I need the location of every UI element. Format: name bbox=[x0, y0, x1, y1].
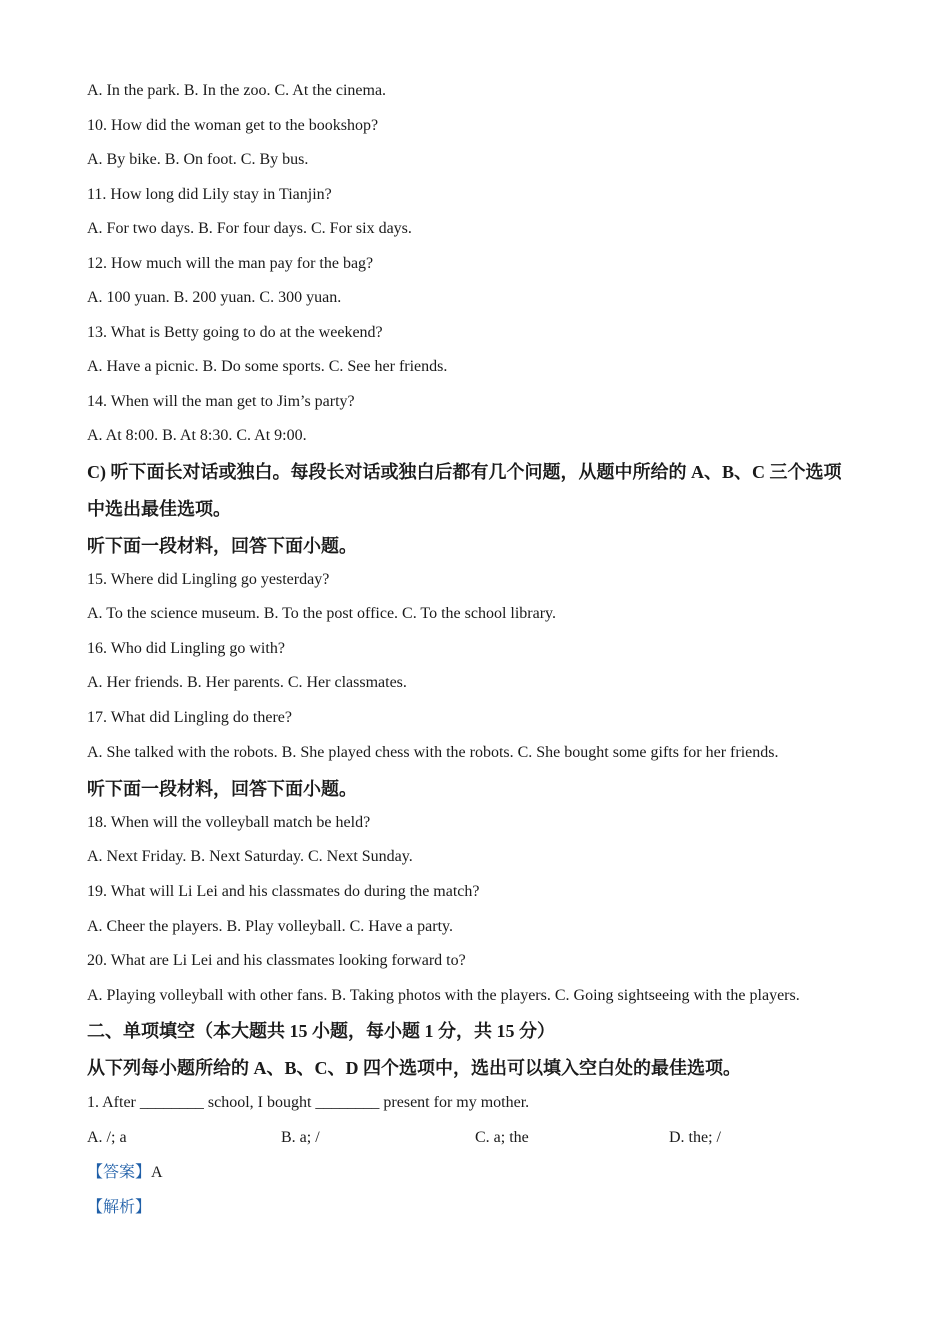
q17-options: A. She talked with the robots. B. She played chess with the robots. C. She bought some gifts for her friends. bbox=[87, 744, 779, 761]
answer-label: 【答案】 bbox=[87, 1164, 152, 1181]
analysis-line bbox=[87, 1198, 870, 1218]
q10-question: 10. How did the woman get to the bookshop? bbox=[87, 117, 379, 134]
q18-options: A. Next Friday. B. Next Saturday. C. Next Sunday. bbox=[87, 848, 413, 865]
q18-question: 18. When will the volleyball match be held? bbox=[87, 814, 371, 831]
q13-options: A. Have a picnic. B. Do some sports. C. See her friends. bbox=[87, 358, 448, 375]
q16-options: A. Her friends. B. Her parents. C. Her classmates. bbox=[87, 674, 407, 691]
q1-options bbox=[87, 1128, 870, 1148]
q10-options: A. By bike. B. On foot. C. By bus. bbox=[87, 151, 309, 168]
q1-option-c: C. a; the bbox=[475, 1129, 529, 1146]
q20-question: 20. What are Li Lei and his classmates looking forward to? bbox=[87, 952, 466, 969]
section-two-instruction: 从下列每小题所给的 A、B、C、D 四个选项中，选出可以填入空白处的最佳选项。 bbox=[87, 1058, 741, 1078]
q13-question: 13. What is Betty going to do at the weekend? bbox=[87, 324, 383, 341]
q20-options: A. Playing volleyball with other fans. B. Taking photos with the players. C. Going sightseeing with the players. bbox=[87, 987, 800, 1004]
q9-options: A. In the park. B. In the zoo. C. At the cinema. bbox=[87, 82, 387, 99]
q1-option-d: D. the; / bbox=[669, 1129, 721, 1146]
material-instruction: 听下面一段材料，回答下面小题。 bbox=[87, 779, 357, 799]
q1-option-a: A. /; a bbox=[87, 1129, 127, 1146]
analysis-label: 【解析】 bbox=[87, 1199, 152, 1216]
q14-question: 14. When will the man get to Jim’s party? bbox=[87, 393, 355, 410]
answer-line bbox=[87, 1163, 870, 1183]
q15-question: 15. Where did Lingling go yesterday? bbox=[87, 571, 330, 588]
q19-question: 19. What will Li Lei and his classmates do during the match? bbox=[87, 883, 480, 900]
material-instruction: 听下面一段材料，回答下面小题。 bbox=[87, 536, 357, 556]
q17-question: 17. What did Lingling do there? bbox=[87, 709, 292, 726]
q11-options: A. For two days. B. For four days. C. For six days. bbox=[87, 220, 412, 237]
q12-options: A. 100 yuan. B. 200 yuan. C. 300 yuan. bbox=[87, 289, 342, 306]
q12-question: 12. How much will the man pay for the bag? bbox=[87, 255, 374, 272]
q16-question: 16. Who did Lingling go with? bbox=[87, 640, 285, 657]
q14-options: A. At 8:00. B. At 8:30. C. At 9:00. bbox=[87, 427, 307, 444]
section-two-title: 二、单项填空（本大题共 15 小题，每小题 1 分，共 15 分） bbox=[87, 1021, 555, 1041]
section-c-instruction: C) 听下面长对话或独白。每段长对话或独白后都有几个问题，从题中所给的 A、B、C 三个选项中选出最佳选项。 bbox=[87, 462, 842, 519]
q15-options: A. To the science museum. B. To the post office. C. To the school library. bbox=[87, 605, 557, 622]
q19-options: A. Cheer the players. B. Play volleyball. C. Have a party. bbox=[87, 918, 453, 935]
q1-option-b: B. a; / bbox=[281, 1129, 320, 1146]
q1-question: 1. After ________ school, I bought ________ present for my mother. bbox=[87, 1094, 530, 1111]
q11-question: 11. How long did Lily stay in Tianjin? bbox=[87, 186, 332, 203]
answer-value: A bbox=[151, 1164, 163, 1181]
